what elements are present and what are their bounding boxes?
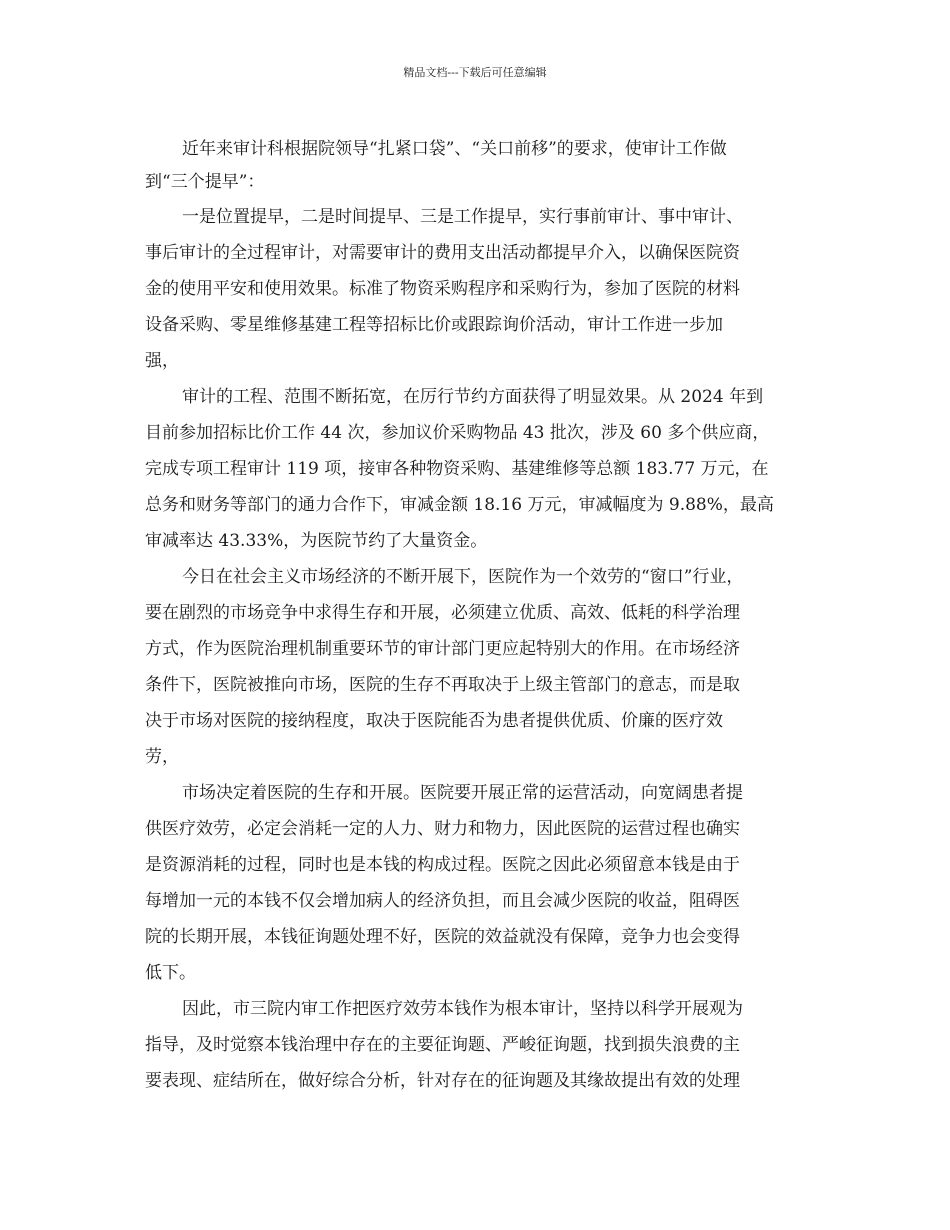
text-line: 供医疗效劳，必定会消耗一定的人力、财力和物力，因此医院的运营过程也确实 xyxy=(145,819,740,839)
text-line: 事后审计的全过程审计，对需要审计的费用支出活动都提早介入，以确保医院资 xyxy=(145,243,740,263)
text-line: 强， xyxy=(145,351,179,371)
text-line: 要在剧烈的市场竞争中求得生存和开展，必须建立优质、高效、低耗的科学治理 xyxy=(145,603,740,623)
text-line: 因此，市三院内审工作把医疗效劳本钱作为根本审计，坚持以科学开展观为 xyxy=(182,999,743,1019)
text-line: 金的使用平安和使用效果。标准了物资采购程序和采购行为，参加了医院的材料 xyxy=(145,279,740,299)
text-line: 是资源消耗的过程，同时也是本钱的构成过程。医院之因此必须留意本钱是由于 xyxy=(145,855,740,875)
text-line: 条件下，医院被推向市场，医院的生存不再取决于上级主管部门的意志，而是取 xyxy=(145,675,740,695)
text-line: 审减率达 43.33%，为医院节约了大量资金。 xyxy=(145,531,488,551)
text-line: 审计的工程、范围不断拓宽，在厉行节约方面获得了明显效果。从 2024 年到 xyxy=(182,387,764,407)
text-line: 市场决定着医院的生存和开展。医院要开展正常的运营活动，向宽阔患者提 xyxy=(182,783,743,803)
page-header: 精品文档---下载后可任意编辑 xyxy=(403,66,547,79)
text-line: 目前参加招标比价工作 44 次，参加议价采购物品 43 批次，涉及 60 多个供应商， xyxy=(145,423,770,443)
text-line: 今日在社会主义市场经济的不断开展下，医院作为一个效劳的“窗口”行业， xyxy=(182,567,744,587)
text-line: 每增加一元的本钱不仅会增加病人的经济负担，而且会减少医院的收益，阻碍医 xyxy=(145,891,740,911)
document-body xyxy=(145,131,810,1099)
text-line: 劳， xyxy=(145,747,179,767)
text-line: 决于市场对医院的接纳程度，取决于医院能否为患者提供优质、价廉的医疗效 xyxy=(145,711,723,731)
text-line: 到“三个提早”： xyxy=(145,172,265,192)
text-line: 低下。 xyxy=(145,963,196,983)
text-line: 设备采购、零星维修基建工程等招标比价或跟踪询价活动，审计工作进一步加 xyxy=(145,315,723,335)
text-line: 一是位置提早，二是时间提早、三是工作提早，实行事前审计、事中审计、 xyxy=(182,207,743,227)
text-line: 要表现、症结所在，做好综合分析，针对存在的征询题及其缘故提出有效的处理 xyxy=(145,1071,740,1091)
text-line: 完成专项工程审计 119 项，接审各种物资采购、基建维修等总额 183.77 万元，在 xyxy=(145,459,769,479)
text-line: 院的长期开展，本钱征询题处理不好，医院的效益就没有保障，竞争力也会变得 xyxy=(145,927,740,947)
text-line: 总务和财务等部门的通力合作下，审减金额 18.16 万元，审减幅度为 9.88%，最高 xyxy=(145,495,774,515)
text-line: 近年来审计科根据院领导“扎紧口袋”、“关口前移”的要求，使审计工作做 xyxy=(182,139,727,159)
text-line: 方式，作为医院治理机制重要环节的审计部门更应起特别大的作用。在市场经济 xyxy=(145,639,740,659)
text-line: 指导，及时觉察本钱治理中存在的主要征询题、严峻征询题，找到损失浪费的主 xyxy=(145,1035,740,1055)
